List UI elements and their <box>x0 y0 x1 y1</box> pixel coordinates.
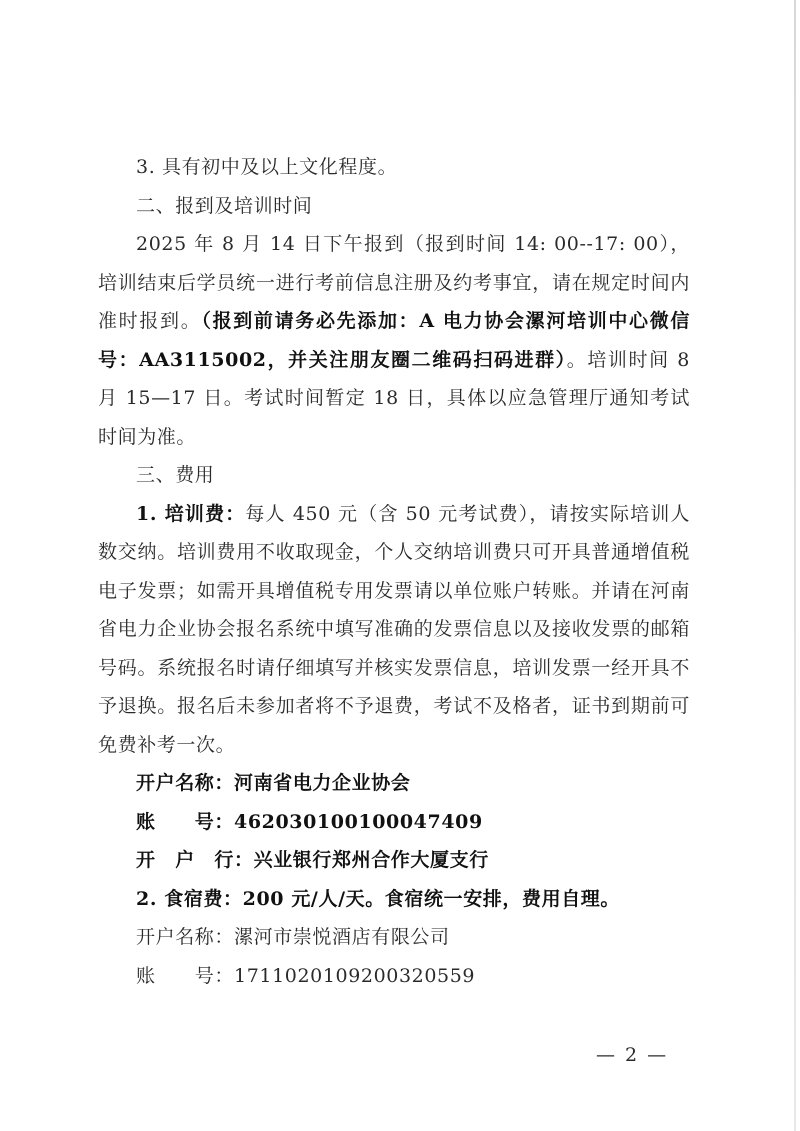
report-text-after: 。培训时间 8 月 15—17 日。考试时间暂定 18 日，具体以应急管理厅通知考试时间为准。 <box>98 348 690 448</box>
training-fee-label: 1. 培训费： <box>136 502 246 525</box>
scan-edge <box>794 0 796 1131</box>
report-paragraph <box>98 225 690 456</box>
document-body <box>98 148 690 995</box>
account-1-bank-label: 开 户 行： <box>136 849 254 871</box>
account-2-name-row <box>98 918 690 957</box>
account-1-name-value: 河南省电力企业协会 <box>234 772 411 794</box>
account-2-name-label: 开户名称： <box>136 926 235 948</box>
section-heading-2: 二、报到及培训时间 <box>136 194 313 217</box>
account-1-number-label: 账 号： <box>136 810 235 833</box>
account-2-number-value: 1711020109200320559 <box>234 964 476 987</box>
report-text: 2025 年 8 月 14 日下午报到（报到时间 14: 00--17: 00），培训结束后学员统一进行考前信息注册及约考事宜，请在规定时间内准时报到。 <box>98 233 690 332</box>
account-1-bank-row <box>98 841 690 880</box>
account-2-number-label: 账 号： <box>136 964 235 987</box>
report-bold-notice: （报到前请务必先添加：A 电力协会漯河培训中心微信号：AA3115002，并关注朋友圈二维码扫码进群） <box>98 310 690 371</box>
requirement-3: 3. 具有初中及以上文化程度。 <box>136 156 398 178</box>
account-1-number-row <box>98 803 690 842</box>
account-2-name-value: 漯河市崇悦酒店有限公司 <box>234 926 450 948</box>
training-fee-paragraph <box>98 495 690 765</box>
account-1-name-label: 开户名称： <box>136 772 235 794</box>
section-heading-3: 三、费用 <box>136 464 215 486</box>
lodging-fee-label: 2. 食宿费： <box>136 887 243 910</box>
account-1-bank-value: 兴业银行郑州合作大厦支行 <box>253 849 489 871</box>
account-1-number-value: 462030100100047409 <box>234 810 483 833</box>
lodging-fee-row <box>98 880 690 919</box>
training-fee-text: 每人 450 元（含 50 元考试费），请按实际培训人数交纳。培训费用不收取现金，个人交纳培训费只可开具普通增值税电子发票；如需开具增值税专用发票请以单位账户转账。并请在河南省电力企业协会报名系统中填写准确的发票信息以及接收发票的邮箱号码。系统报名时请仔细填写并核实发票信息，培训发票一经开具不予退换。报名后未参加者将不予退费，考试不及格者，证书到期前可免费补考一次。 <box>98 502 690 756</box>
page-number: — 2 — <box>596 1044 669 1066</box>
lodging-fee-text: 200 元/人/天。食宿统一安排，费用自理。 <box>242 887 621 910</box>
account-1-name-row <box>98 764 690 803</box>
account-2-number-row <box>98 957 690 996</box>
